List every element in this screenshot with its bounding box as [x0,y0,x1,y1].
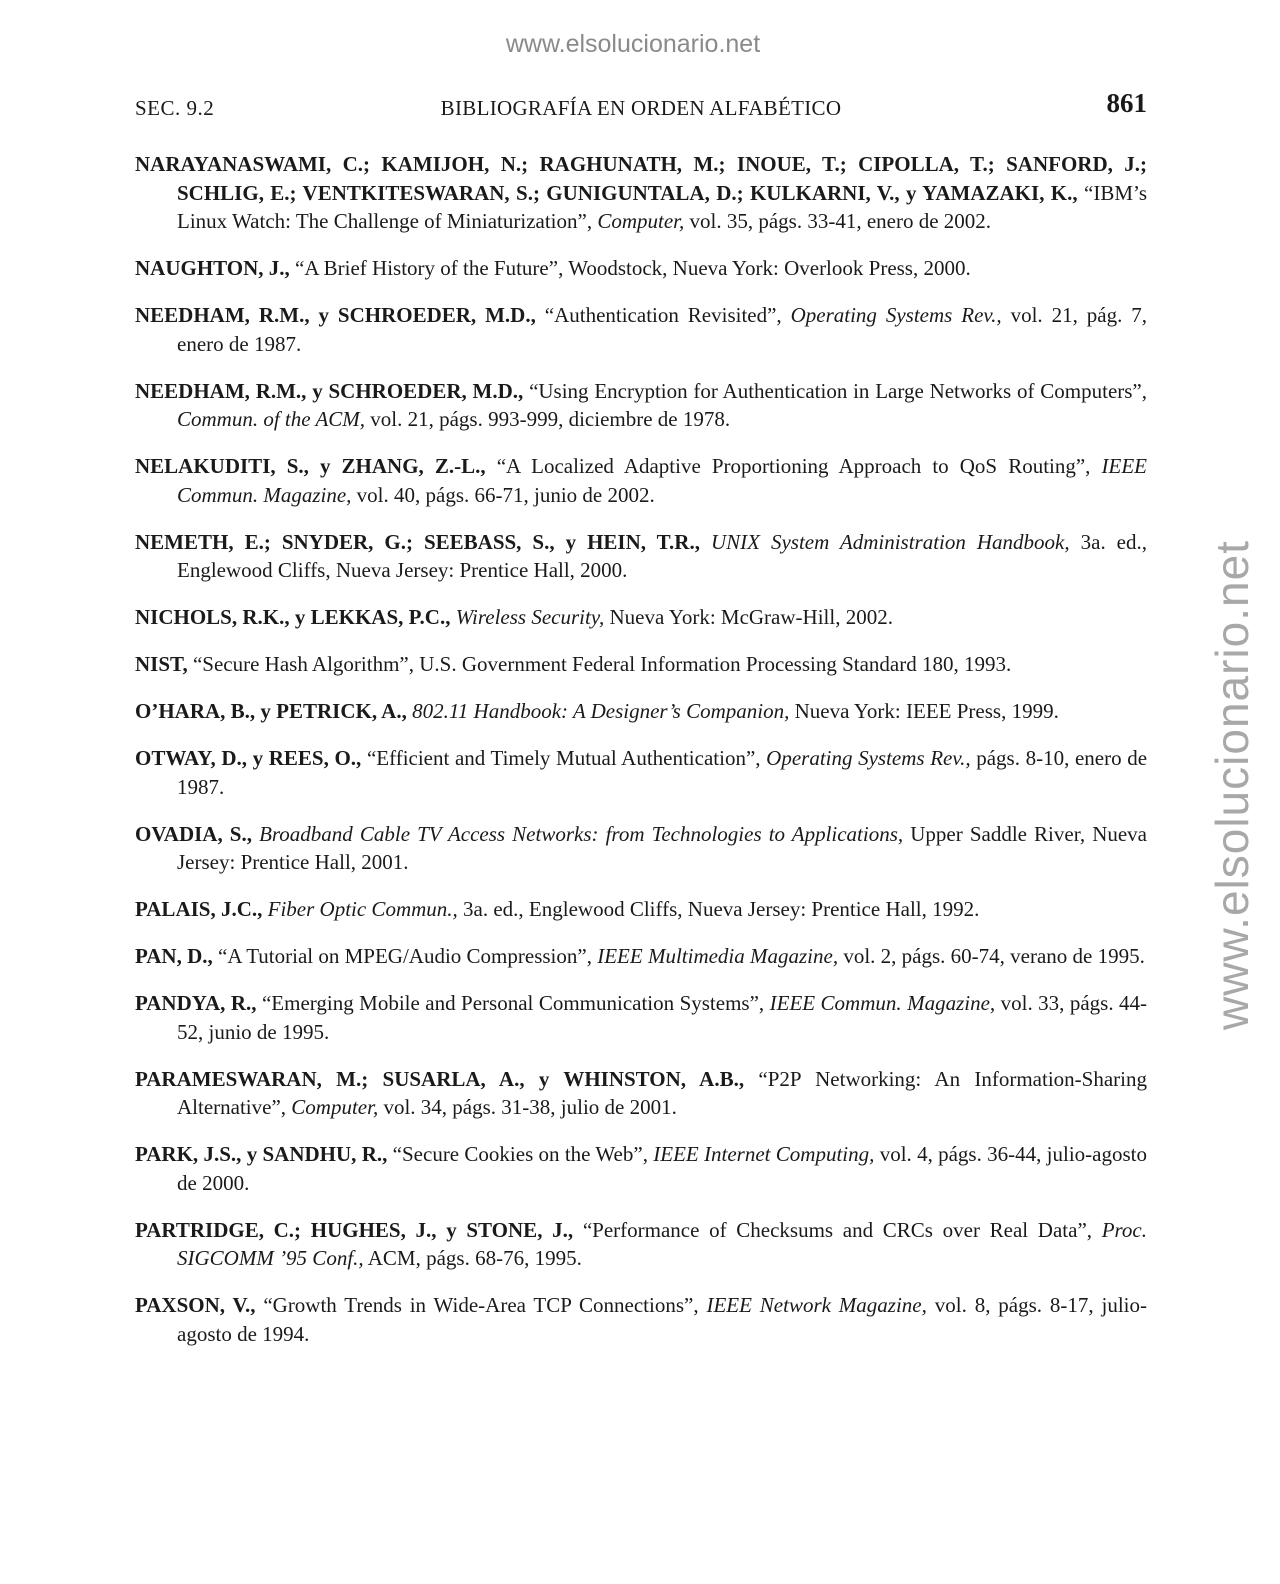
reference-entry [135,1216,1147,1273]
reference-details: vol. 33, págs. 44-52, junio de 1995. [177,991,1148,1044]
reference-venue: Broadband Cable TV Access Networks: from Technologies to Applications, [259,821,904,846]
reference-authors: NAUGHTON, J., [135,256,290,280]
reference-authors: PARTRIDGE, C.; HUGHES, J., y STONE, J., [135,1217,574,1242]
reference-details: vol. 40, págs. 66-71, junio de 2002. [356,482,655,507]
reference-details: vol. 35, págs. 33-41, enero de 2002. [689,209,992,233]
reference-title: “Secure Cookies on the Web”, [392,1142,648,1166]
reference-entry [135,1140,1147,1197]
reference-entry [135,603,1147,632]
reference-authors: PAN, D., [135,944,213,968]
reference-title: “Performance of Checksums and CRCs over Real Data”, [582,1217,1093,1242]
reference-details: 3a. ed., Englewood Cliffs, Nueva Jersey: Prentice Hall, 1992. [463,897,980,921]
reference-title: “IBM’s Linux Watch: The Challenge of Miniaturization”, [177,180,1148,233]
reference-title: “Authentication Revisited”, [544,303,782,327]
reference-venue: Computer, [291,1095,379,1119]
reference-venue: Operating Systems Rev., [766,746,971,770]
reference-authors: OTWAY, D., y REES, O., [135,746,362,770]
reference-details: Nueva York: McGraw-Hill, 2002. [609,605,893,629]
reference-venue: Fiber Optic Commun., [267,897,458,921]
reference-details: vol. 21, pág. 7, enero de 1987. [177,303,1147,356]
reference-authors: NEEDHAM, R.M., y SCHROEDER, M.D., [135,378,524,403]
reference-entry [135,942,1147,971]
reference-authors: NIST, [135,652,188,676]
reference-authors: NICHOLS, R.K., y LEKKAS, P.C., [135,605,451,629]
reference-entry [135,989,1147,1046]
bibliography-list [135,150,1147,1367]
reference-venue: Proc. SIGCOMM ’95 Conf., [177,1217,1147,1270]
reference-entry [135,528,1147,585]
reference-entry [135,301,1147,358]
reference-details: vol. 21, págs. 993-999, diciembre de 1978. [370,407,731,431]
reference-title: “Efficient and Timely Mutual Authentication”, [366,746,761,770]
header-title: BIBLIOGRAFÍA EN ORDEN ALFABÉTICO [440,96,842,120]
reference-entry [135,650,1147,679]
reference-authors: PARAMESWARAN, M.; SUSARLA, A., y WHINSTON, A.B., [135,1066,745,1091]
reference-authors: PAXSON, V., [135,1293,256,1317]
reference-authors: NARAYANASWAMI, C.; KAMIJOH, N.; RAGHUNATH, M.; INOUE, T.; CIPOLLA, T.; SANFORD, J.; SCHLIG, E.; VENTKITESWARAN, S.; GUNIGUNTALA, D.; KULKARNI, V., y YAMAZAKI, K., [135,152,1147,205]
reference-title: “Secure Hash Algorithm”, U.S. Government Federal Information Processing Standard 180, 1993. [192,652,1012,676]
reference-entry [135,254,1147,283]
page-number: 861 [1106,88,1147,118]
reference-entry [135,895,1147,924]
reference-venue: IEEE Internet Computing, [653,1142,875,1166]
reference-venue: Commun. of the ACM, [177,407,366,431]
reference-details: vol. 8, págs. 8-17, julio-agosto de 1994. [177,1293,1147,1346]
reference-entry [135,1291,1147,1348]
reference-authors: PALAIS, J.C., [135,897,263,921]
reference-venue: UNIX System Administration Handbook, [710,529,1070,554]
reference-venue: IEEE Commun. Magazine, [769,991,996,1015]
reference-details: vol. 4, págs. 36-44, julio-agosto de 2000. [177,1142,1148,1195]
reference-title: “Emerging Mobile and Personal Communication Systems”, [261,991,765,1015]
reference-venue: Computer, [597,209,685,233]
reference-entry [135,744,1147,801]
reference-venue: IEEE Multimedia Magazine, [597,944,839,968]
reference-authors: O’HARA, B., y PETRICK, A., [135,699,407,723]
reference-authors: NEMETH, E.; SNYDER, G.; SEEBASS, S., y HEIN, T.R., [135,529,700,554]
reference-entry [135,820,1147,877]
reference-title: “A Brief History of the Future”, Woodstock, Nueva York: Overlook Press, 2000. [295,256,971,280]
reference-authors: NEEDHAM, R.M., y SCHROEDER, M.D., [135,303,536,327]
watermark-top: www.elsolucionario.net [505,30,761,58]
reference-title: “P2P Networking: An Information-Sharing Alternative”, [177,1066,1147,1119]
reference-title: “A Localized Adaptive Proportioning Approach to QoS Routing”, [496,454,1091,478]
reference-authors: PARK, J.S., y SANDHU, R., [135,1142,388,1166]
reference-venue: Operating Systems Rev., [790,303,1002,327]
reference-authors: NELAKUDITI, S., y ZHANG, Z.-L., [135,454,486,478]
running-header [135,88,1147,124]
reference-details: Nueva York: IEEE Press, 1999. [794,699,1059,723]
reference-details: vol. 2, págs. 60-74, verano de 1995. [843,944,1145,968]
reference-venue: IEEE Commun. Magazine, [177,454,1148,507]
reference-venue: Wireless Security, [455,605,605,629]
reference-entry [135,150,1147,236]
section-label: SEC. 9.2 [135,96,215,120]
watermark-side: www.elsolucionario.net [1206,540,1258,1030]
reference-details: 3a. ed., Englewood Cliffs, Nueva Jersey: Prentice Hall, 2000. [177,529,1148,582]
reference-entry [135,697,1147,726]
reference-venue: IEEE Network Magazine, [706,1293,927,1317]
reference-entry [135,1065,1147,1122]
reference-details: ACM, págs. 68-76, 1995. [367,1246,582,1270]
reference-title: “Using Encryption for Authentication in Large Networks of Computers”, [529,378,1148,403]
reference-details: vol. 34, págs. 31-38, julio de 2001. [383,1095,677,1119]
reference-entry [135,377,1147,434]
reference-title: “Growth Trends in Wide-Area TCP Connections”, [263,1293,699,1317]
reference-venue: 802.11 Handbook: A Designer’s Companion, [412,699,790,723]
reference-entry [135,452,1147,509]
reference-authors: OVADIA, S., [135,821,252,846]
reference-details: págs. 8-10, enero de 1987. [177,746,1148,799]
reference-title: “A Tutorial on MPEG/Audio Compression”, [218,944,592,968]
reference-authors: PANDYA, R., [135,991,257,1015]
reference-details: Upper Saddle River, Nueva Jersey: Prentice Hall, 2001. [177,821,1148,874]
